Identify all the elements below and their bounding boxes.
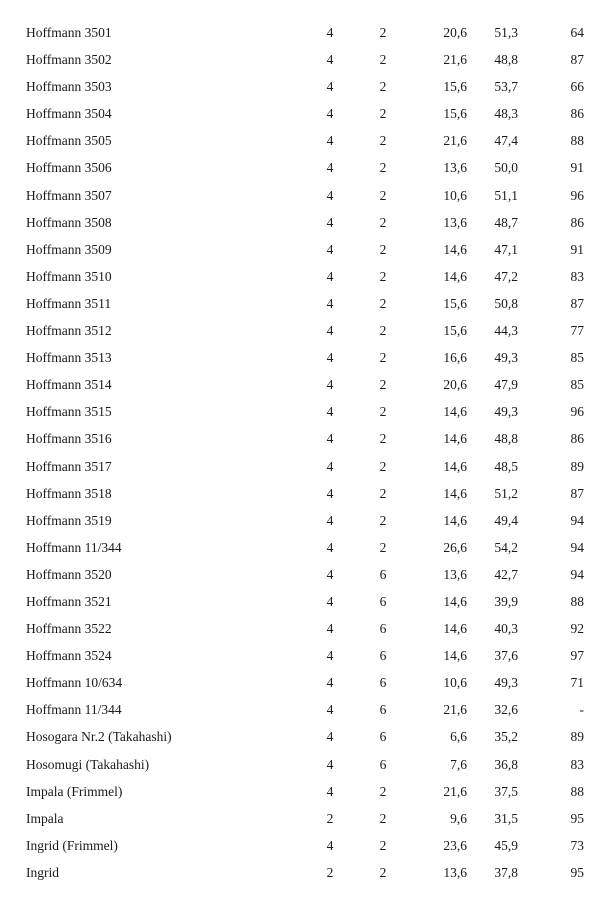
value-cell-col2: 4 [326,621,334,637]
value-cell-col3: 2 [379,404,387,420]
variety-name-cell: Hoffmann 3511 [26,295,112,311]
value-cell-col2: 2 [326,864,334,880]
value-cell-col4: 21,6 [443,783,467,799]
value-cell-col2: 4 [326,52,334,68]
table-row [0,453,604,480]
value-cell-col4: 14,6 [443,648,467,664]
value-cell-col2: 4 [326,187,334,203]
value-cell-col6: 87 [570,485,584,501]
value-cell-col3: 2 [379,485,387,501]
value-cell-col4: 9,6 [450,810,467,826]
value-cell-col3: 2 [379,133,387,149]
value-cell-col3: 2 [379,431,387,447]
value-cell-col3: 2 [379,323,387,339]
value-cell-col6: 85 [570,350,584,366]
value-cell-col3: 2 [379,295,387,311]
variety-name-cell: Hoffmann 11/344 [26,702,122,718]
table-row [0,100,604,127]
value-cell-col2: 4 [326,458,334,474]
value-cell-col6: 86 [570,106,584,122]
value-cell-col4: 14,6 [443,621,467,637]
value-cell-col3: 6 [379,621,387,637]
value-cell-col4: 15,6 [443,295,467,311]
table-row [0,344,604,371]
value-cell-col4: 15,6 [443,323,467,339]
table-row [0,751,604,778]
value-cell-col6: 96 [570,187,584,203]
value-cell-col5: 51,2 [494,485,518,501]
value-cell-col3: 2 [379,52,387,68]
value-cell-col3: 2 [379,377,387,393]
variety-name-cell: Hoffmann 11/344 [26,539,122,555]
variety-name-cell: Ingrid (Frimmel) [26,837,118,853]
value-cell-col6: 66 [570,79,584,95]
value-cell-col4: 21,6 [443,133,467,149]
value-cell-col4: 14,6 [443,431,467,447]
value-cell-col2: 4 [326,566,334,582]
value-cell-col2: 4 [326,593,334,609]
value-cell-col2: 4 [326,431,334,447]
variety-name-cell: Hoffmann 3504 [26,106,112,122]
value-cell-col5: 48,7 [494,214,518,230]
value-cell-col3: 2 [379,268,387,284]
table-row [0,832,604,859]
value-cell-col4: 13,6 [443,160,467,176]
value-cell-col6: 83 [570,756,584,772]
value-cell-col5: 37,6 [494,648,518,664]
value-cell-col5: 48,8 [494,431,518,447]
value-cell-col5: 47,2 [494,268,518,284]
value-cell-col5: 48,3 [494,106,518,122]
table-row [0,696,604,723]
value-cell-col3: 2 [379,241,387,257]
value-cell-col6: 87 [570,295,584,311]
table-row [0,209,604,236]
value-cell-col5: 32,6 [494,702,518,718]
value-cell-col5: 49,4 [494,512,518,528]
value-cell-col2: 4 [326,729,334,745]
variety-name-cell: Hoffmann 3506 [26,160,112,176]
value-cell-col5: 31,5 [494,810,518,826]
value-cell-col3: 2 [379,810,387,826]
value-cell-col6: 91 [570,160,584,176]
variety-name-cell: Hoffmann 3521 [26,593,112,609]
table-row [0,236,604,263]
table-row [0,642,604,669]
value-cell-col4: 14,6 [443,458,467,474]
value-cell-col2: 4 [326,214,334,230]
value-cell-col3: 2 [379,187,387,203]
table-row [0,534,604,561]
value-cell-col2: 4 [326,268,334,284]
value-cell-col3: 6 [379,756,387,772]
value-cell-col2: 4 [326,485,334,501]
value-cell-col4: 14,6 [443,241,467,257]
table-row [0,371,604,398]
value-cell-col6: 88 [570,133,584,149]
value-cell-col5: 47,1 [494,241,518,257]
value-cell-col5: 49,3 [494,675,518,691]
value-cell-col4: 20,6 [443,377,467,393]
table-row [0,859,604,886]
variety-name-cell: Impala (Frimmel) [26,783,123,799]
table-row [0,480,604,507]
variety-name-cell: Hoffmann 10/634 [26,675,123,691]
variety-name-cell: Hoffmann 3505 [26,133,112,149]
table-row [0,561,604,588]
value-cell-col3: 2 [379,512,387,528]
value-cell-col3: 6 [379,566,387,582]
value-cell-col4: 26,6 [443,539,467,555]
table-row [0,317,604,344]
value-cell-col4: 21,6 [443,702,467,718]
table-row [0,805,604,832]
value-cell-col2: 4 [326,106,334,122]
value-cell-col6: 91 [570,241,584,257]
value-cell-col6: 86 [570,214,584,230]
value-cell-col6: 89 [570,729,584,745]
value-cell-col4: 14,6 [443,593,467,609]
variety-name-cell: Hoffmann 3516 [26,431,112,447]
value-cell-col2: 4 [326,756,334,772]
value-cell-col5: 51,3 [494,25,518,40]
value-cell-col5: 48,8 [494,52,518,68]
value-cell-col2: 4 [326,539,334,555]
value-cell-col4: 10,6 [443,187,467,203]
table-row [0,73,604,100]
value-cell-col6: 64 [570,25,584,40]
value-cell-col6: 88 [570,593,584,609]
value-cell-col2: 4 [326,350,334,366]
value-cell-col2: 4 [326,648,334,664]
value-cell-col3: 6 [379,702,387,718]
variety-name-cell: Hosomugi (Takahashi) [26,756,150,772]
variety-name-cell: Hosogara Nr.2 (Takahashi) [26,729,172,745]
value-cell-col2: 2 [326,810,334,826]
value-cell-col4: 15,6 [443,106,467,122]
value-cell-col4: 14,6 [443,404,467,420]
data-table [0,19,604,886]
value-cell-col5: 51,1 [494,187,518,203]
value-cell-col5: 37,5 [494,783,518,799]
value-cell-col2: 4 [326,512,334,528]
variety-name-cell: Hoffmann 3512 [26,323,112,339]
variety-name-cell: Hoffmann 3514 [26,377,112,393]
variety-name-cell: Hoffmann 3501 [26,25,112,40]
table-row [0,182,604,209]
value-cell-col4: 10,6 [443,675,467,691]
table-row [0,127,604,154]
variety-name-cell: Hoffmann 3515 [26,404,112,420]
value-cell-col5: 47,9 [494,377,518,393]
value-cell-col3: 2 [379,25,387,40]
value-cell-col5: 53,7 [494,79,518,95]
value-cell-col4: 14,6 [443,268,467,284]
value-cell-col2: 4 [326,837,334,853]
value-cell-col6: 88 [570,783,584,799]
value-cell-col4: 15,6 [443,79,467,95]
value-cell-col3: 2 [379,79,387,95]
table-row [0,778,604,805]
value-cell-col5: 47,4 [494,133,518,149]
value-cell-col6: 96 [570,404,584,420]
value-cell-col3: 2 [379,160,387,176]
value-cell-col4: 20,6 [443,25,467,40]
value-cell-col4: 7,6 [450,756,467,772]
table-row [0,398,604,425]
value-cell-col6: 94 [570,566,584,582]
table-row [0,154,604,181]
value-cell-col5: 35,2 [494,729,518,745]
value-cell-col5: 39,9 [494,593,518,609]
value-cell-col3: 6 [379,675,387,691]
value-cell-col6: 86 [570,431,584,447]
table-row [0,290,604,317]
value-cell-col5: 40,3 [494,621,518,637]
value-cell-col2: 4 [326,377,334,393]
value-cell-col2: 4 [326,133,334,149]
value-cell-col5: 37,8 [494,864,518,880]
value-cell-col3: 2 [379,350,387,366]
value-cell-col6: 77 [570,323,584,339]
value-cell-col2: 4 [326,295,334,311]
value-cell-col3: 2 [379,837,387,853]
value-cell-col3: 6 [379,648,387,664]
value-cell-col3: 2 [379,214,387,230]
table-row [0,425,604,452]
value-cell-col2: 4 [326,241,334,257]
table-row [0,507,604,534]
value-cell-col5: 36,8 [494,756,518,772]
variety-name-cell: Hoffmann 3502 [26,52,112,68]
value-cell-col4: 13,6 [443,864,467,880]
value-cell-col6: 94 [570,539,584,555]
value-cell-col4: 13,6 [443,214,467,230]
value-cell-col2: 4 [326,783,334,799]
value-cell-col3: 2 [379,458,387,474]
value-cell-col2: 4 [326,160,334,176]
value-cell-col5: 42,7 [494,566,518,582]
value-cell-col2: 4 [326,79,334,95]
value-cell-col2: 4 [326,25,334,40]
variety-name-cell: Hoffmann 3524 [26,648,112,664]
value-cell-col2: 4 [326,702,334,718]
value-cell-col4: 23,6 [443,837,467,853]
value-cell-col4: 14,6 [443,485,467,501]
variety-name-cell: Hoffmann 3510 [26,268,112,284]
value-cell-col2: 4 [326,323,334,339]
table-row [0,669,604,696]
value-cell-col2: 4 [326,404,334,420]
table-row [0,615,604,642]
table-row [0,263,604,290]
value-cell-col6: 73 [570,837,584,853]
variety-name-cell: Impala [26,810,64,826]
value-cell-col6: 95 [570,864,584,880]
variety-name-cell: Hoffmann 3518 [26,485,112,501]
value-cell-col6: 94 [570,512,584,528]
value-cell-col4: 14,6 [443,512,467,528]
value-cell-col3: 2 [379,864,387,880]
value-cell-col5: 48,5 [494,458,518,474]
value-cell-col3: 6 [379,729,387,745]
value-cell-col4: 16,6 [443,350,467,366]
variety-name-cell: Hoffmann 3507 [26,187,112,203]
variety-name-cell: Hoffmann 3509 [26,241,112,257]
value-cell-col4: 21,6 [443,52,467,68]
value-cell-col5: 54,2 [494,539,518,555]
variety-name-cell: Ingrid [26,864,59,880]
table-row [0,588,604,615]
value-cell-col6: - [579,702,584,718]
value-cell-col4: 13,6 [443,566,467,582]
variety-name-cell: Hoffmann 3513 [26,350,112,366]
value-cell-col6: 97 [570,648,584,664]
value-cell-col6: 87 [570,52,584,68]
value-cell-col3: 2 [379,106,387,122]
value-cell-col6: 95 [570,810,584,826]
value-cell-col6: 85 [570,377,584,393]
value-cell-col6: 83 [570,268,584,284]
value-cell-col5: 49,3 [494,404,518,420]
value-cell-col5: 49,3 [494,350,518,366]
value-cell-col2: 4 [326,675,334,691]
value-cell-col3: 2 [379,783,387,799]
value-cell-col6: 89 [570,458,584,474]
variety-name-cell: Hoffmann 3503 [26,79,112,95]
value-cell-col5: 45,9 [494,837,518,853]
variety-name-cell: Hoffmann 3519 [26,512,112,528]
variety-name-cell: Hoffmann 3520 [26,566,112,582]
value-cell-col6: 71 [570,675,584,691]
value-cell-col6: 92 [570,621,584,637]
table-row [0,723,604,750]
variety-name-cell: Hoffmann 3522 [26,621,112,637]
table-row [0,46,604,73]
value-cell-col3: 6 [379,593,387,609]
value-cell-col5: 44,3 [494,323,518,339]
value-cell-col3: 2 [379,539,387,555]
value-cell-col5: 50,8 [494,295,518,311]
variety-name-cell: Hoffmann 3517 [26,458,112,474]
value-cell-col5: 50,0 [494,160,518,176]
table-row [0,19,604,46]
value-cell-col4: 6,6 [450,729,467,745]
variety-name-cell: Hoffmann 3508 [26,214,112,230]
